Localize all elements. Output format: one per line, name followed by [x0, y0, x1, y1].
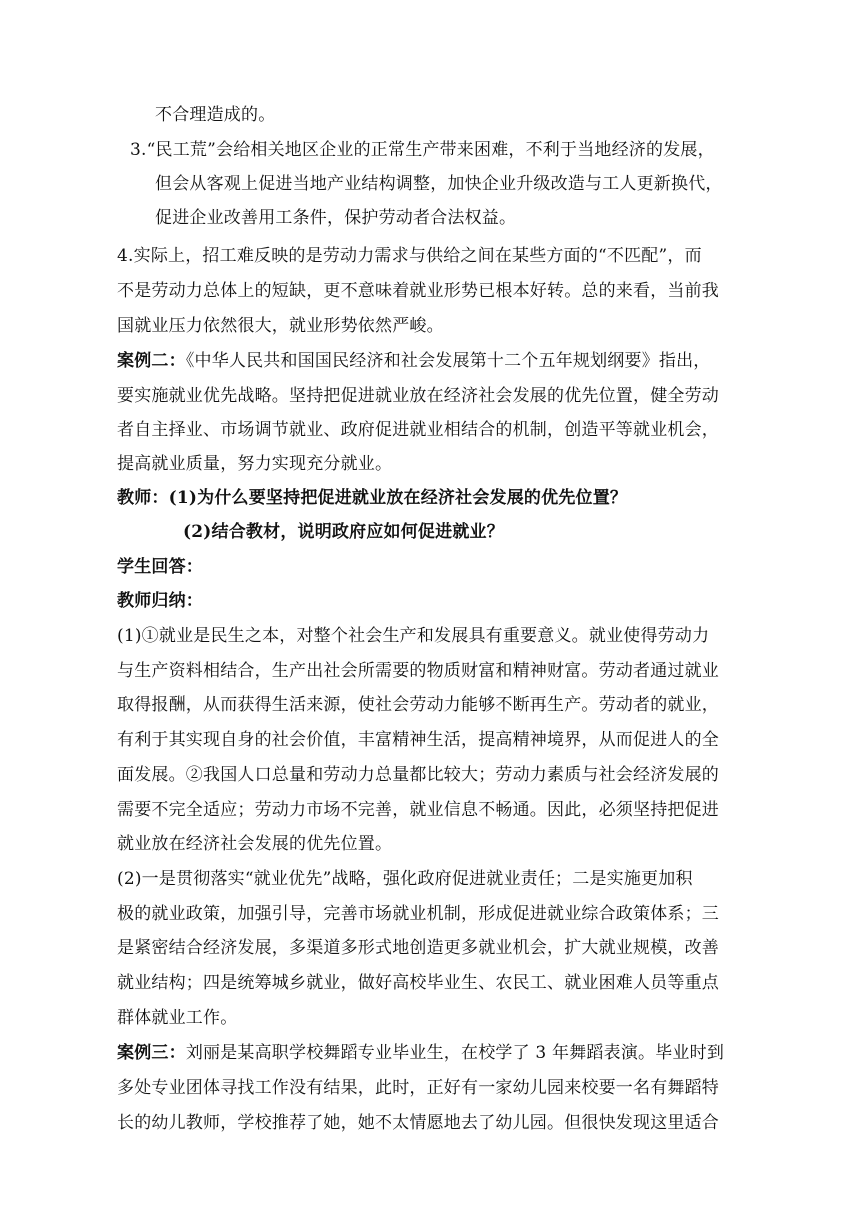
case-three-text: 刘丽是某高职学校舞蹈专业毕业生，在校学了 3 年舞蹈表演。毕业时到 [185, 1043, 725, 1063]
summary-2-line-5: 群体就业工作。 [117, 1008, 238, 1028]
summary-2-line-2: 极的就业政策，加强引导，完善市场就业机制，形成促进就业综合政策体系；三 [117, 904, 719, 924]
summary-1-line-2: 与生产资料相结合，生产出社会所需要的物质财富和精神财富。劳动者通过就业 [117, 661, 719, 681]
case-three-line-1 [117, 1036, 724, 1070]
summary-1-line-7: 就业放在经济社会发展的优先位置。 [117, 834, 393, 854]
list-item-4-line-2: 不是劳动力总体上的短缺，更不意味着就业形势已根本好转。总的来看，当前我 [117, 281, 719, 301]
list-item-3-line-2: 但会从客观上促进当地产业结构调整，加快企业升级改造与工人更新换代， [155, 174, 723, 194]
case-three-label: 案例三： [117, 1043, 186, 1063]
summary-1-line-4: 有利于其实现自身的社会价值，丰富精神生活，提高精神境界，从而促进人的全 [117, 730, 719, 750]
list-item-4-line-3: 国就业压力依然很大，就业形势依然严峻。 [117, 316, 444, 336]
teacher-question-2: (2)结合教材，说明政府应如何促进就业？ [183, 522, 504, 542]
list-item-3-line-1: 3.“民工荒”会给相关地区企业的正常生产带来困难，不利于当地经济的发展， [130, 140, 715, 160]
summary-1-line-1: (1)①就业是民生之本，对整个社会生产和发展具有重要意义。就业使得劳动力 [117, 626, 710, 646]
case-two-line-1 [117, 344, 711, 378]
summary-2-line-3: 是紧密结合经济发展，多渠道多形式地创造更多就业机会，扩大就业规模，改善 [117, 938, 719, 958]
case-two-line-3: 者自主择业、市场调节就业、政府促进就业相结合的机制，创造平等就业机会， [117, 420, 719, 440]
case-three-line-2: 多处专业团体寻找工作没有结果，此时，正好有一家幼儿园来校要一名有舞蹈特 [117, 1078, 719, 1098]
case-two-line-2: 要实施就业优先战略。坚持把促进就业放在经济社会发展的优先位置，健全劳动 [117, 386, 719, 406]
case-two-label: 案例二： [117, 351, 186, 371]
summary-1-line-6: 需要不完全适应；劳动力市场不完善，就业信息不畅通。因此，必须坚持把促进 [117, 800, 719, 820]
summary-1-line-3: 取得报酬，从而获得生活来源，使社会劳动力能够不断再生产。劳动者的就业， [117, 695, 719, 715]
case-two-line-4: 提高就业质量，努力实现充分就业。 [117, 454, 393, 474]
summary-2-line-4: 就业结构；四是统筹城乡就业，做好高校毕业生、农民工、就业困难人员等重点 [117, 973, 719, 993]
list-item-3-line-3: 促进企业改善用工条件，保护劳动者合法权益。 [155, 208, 517, 228]
paragraph-line: 不合理造成的。 [155, 105, 276, 125]
summary-2-line-1: (2)一是贯彻落实“就业优先”战略，强化政府促进就业责任；二是实施更加积 [117, 869, 693, 889]
list-item-4-line-1: 4.实际上，招工难反映的是劳动力需求与供给之间在某些方面的“不匹配”，而 [117, 246, 702, 266]
case-two-text: 《中华人民共和国国民经济和社会发展第十二个五年规划纲要》指出， [185, 351, 711, 371]
teacher-summary-heading: 教师归纳： [117, 591, 203, 611]
teacher-question-1: 教师：(1)为什么要坚持把促进就业放在经济社会发展的优先位置？ [117, 488, 628, 508]
student-answer-heading: 学生回答： [117, 557, 203, 577]
case-three-line-3: 长的幼儿教师，学校推荐了她，她不太情愿地去了幼儿园。但很快发现这里适合 [117, 1113, 719, 1133]
summary-1-line-5: 面发展。②我国人口总量和劳动力总量都比较大；劳动力素质与社会经济发展的 [117, 765, 719, 785]
